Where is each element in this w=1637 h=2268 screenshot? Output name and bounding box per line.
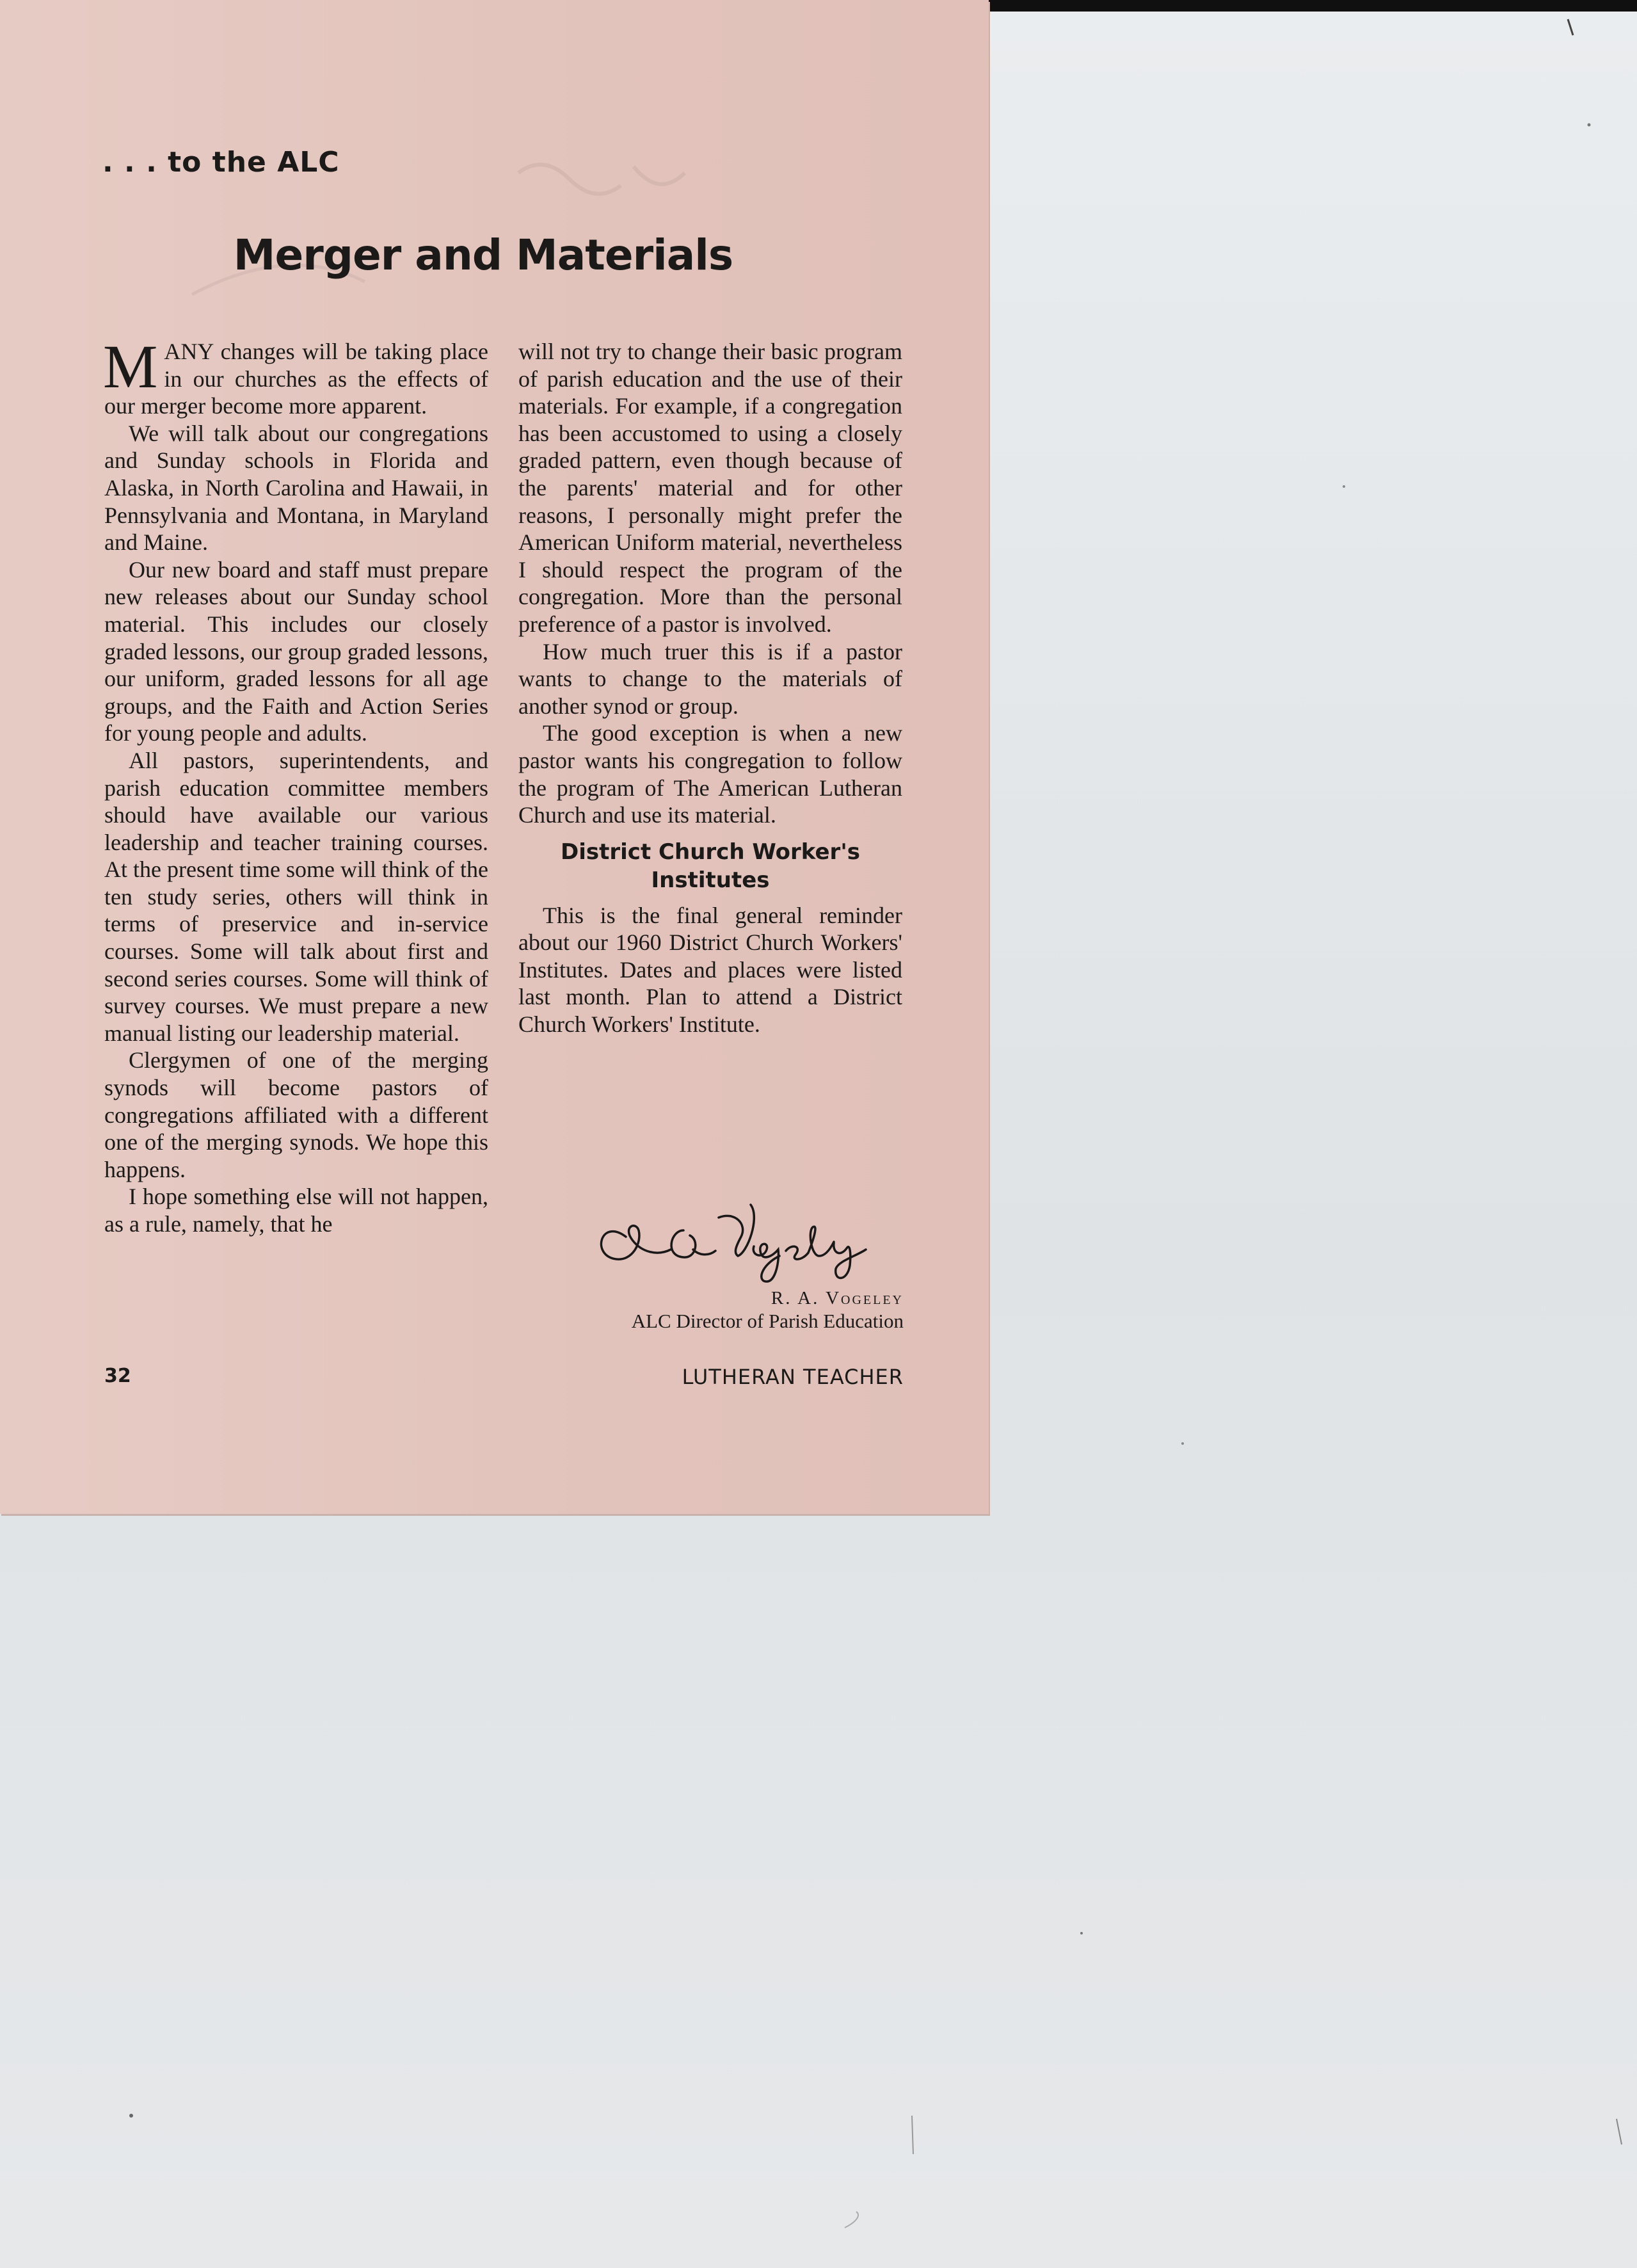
author-name: R. A. Vogeley xyxy=(771,1288,904,1308)
paragraph-5: Clergymen of one of the merging synods will become pastors of congregations affiliated with a different one of the merging synods. We hope this happens. xyxy=(104,1047,488,1182)
signature-text: R. A. Vogeley xyxy=(587,1192,591,1193)
drop-cap: M xyxy=(103,332,158,401)
paragraph-4: All pastors, superintendents, and parish education committee members should have available our various leadership and teacher training courses. At the present time some will think of the ten study series, others will think in terms of preservice and in-service courses. Some will talk about first and second series courses. Some will think of survey courses. We must prepare a new manual listing our leadership material. xyxy=(104,747,488,1046)
running-footer: LUTHERAN TEACHER xyxy=(682,1365,904,1389)
paragraph-7: will not try to change their basic program of parish education and the use of their materials. For example, if a congregation has been accustomed to using a closely graded pattern, even though because of the parents' material and for other reasons, I personally might prefer the American Uniform material, nevertheless I should respect the program of the congregation. More than the personal preference of a pastor is involved. xyxy=(518,339,902,637)
page-number: 32 xyxy=(104,1365,131,1387)
paragraph-2: We will talk about our congregations and Sunday schools in Florida and Alaska, in North Carolina and Hawaii, in Pennsylvania and Montana, in Maryland and Maine. xyxy=(104,420,488,556)
section-kicker: . . . to the ALC xyxy=(102,146,340,179)
paragraph-10: This is the final general reminder about our 1960 District Church Workers' Institutes. Dates and places were listed last month. Plan to attend a District Church Workers' Institute. xyxy=(518,902,902,1038)
subhead: District Church Worker's Institutes xyxy=(561,839,860,893)
article-title: Merger and Materials xyxy=(233,230,733,280)
paragraph-3: Our new board and staff must prepare new releases about our Sunday school material. This includes our closely graded lessons, our group graded lessons, our uniform, graded lessons for all age groups, and the Faith and Action Series for young people and adults. xyxy=(104,556,488,746)
paragraph-9: The good exception is when a new pastor wants his congregation to follow the program of The American Lutheran Church and use its material. xyxy=(518,720,902,828)
paragraph-8: How much truer this is if a pastor wants to change to the materials of another synod or group. xyxy=(518,638,902,719)
author-title: ALC Director of Parish Education xyxy=(631,1310,904,1332)
paragraph-1: MANY changes will be taking place in our churches as the effects of our merger become more apparent. xyxy=(103,332,488,419)
paragraph-6: I hope something else will not happen, as a rule, namely, that he xyxy=(104,1184,488,1237)
